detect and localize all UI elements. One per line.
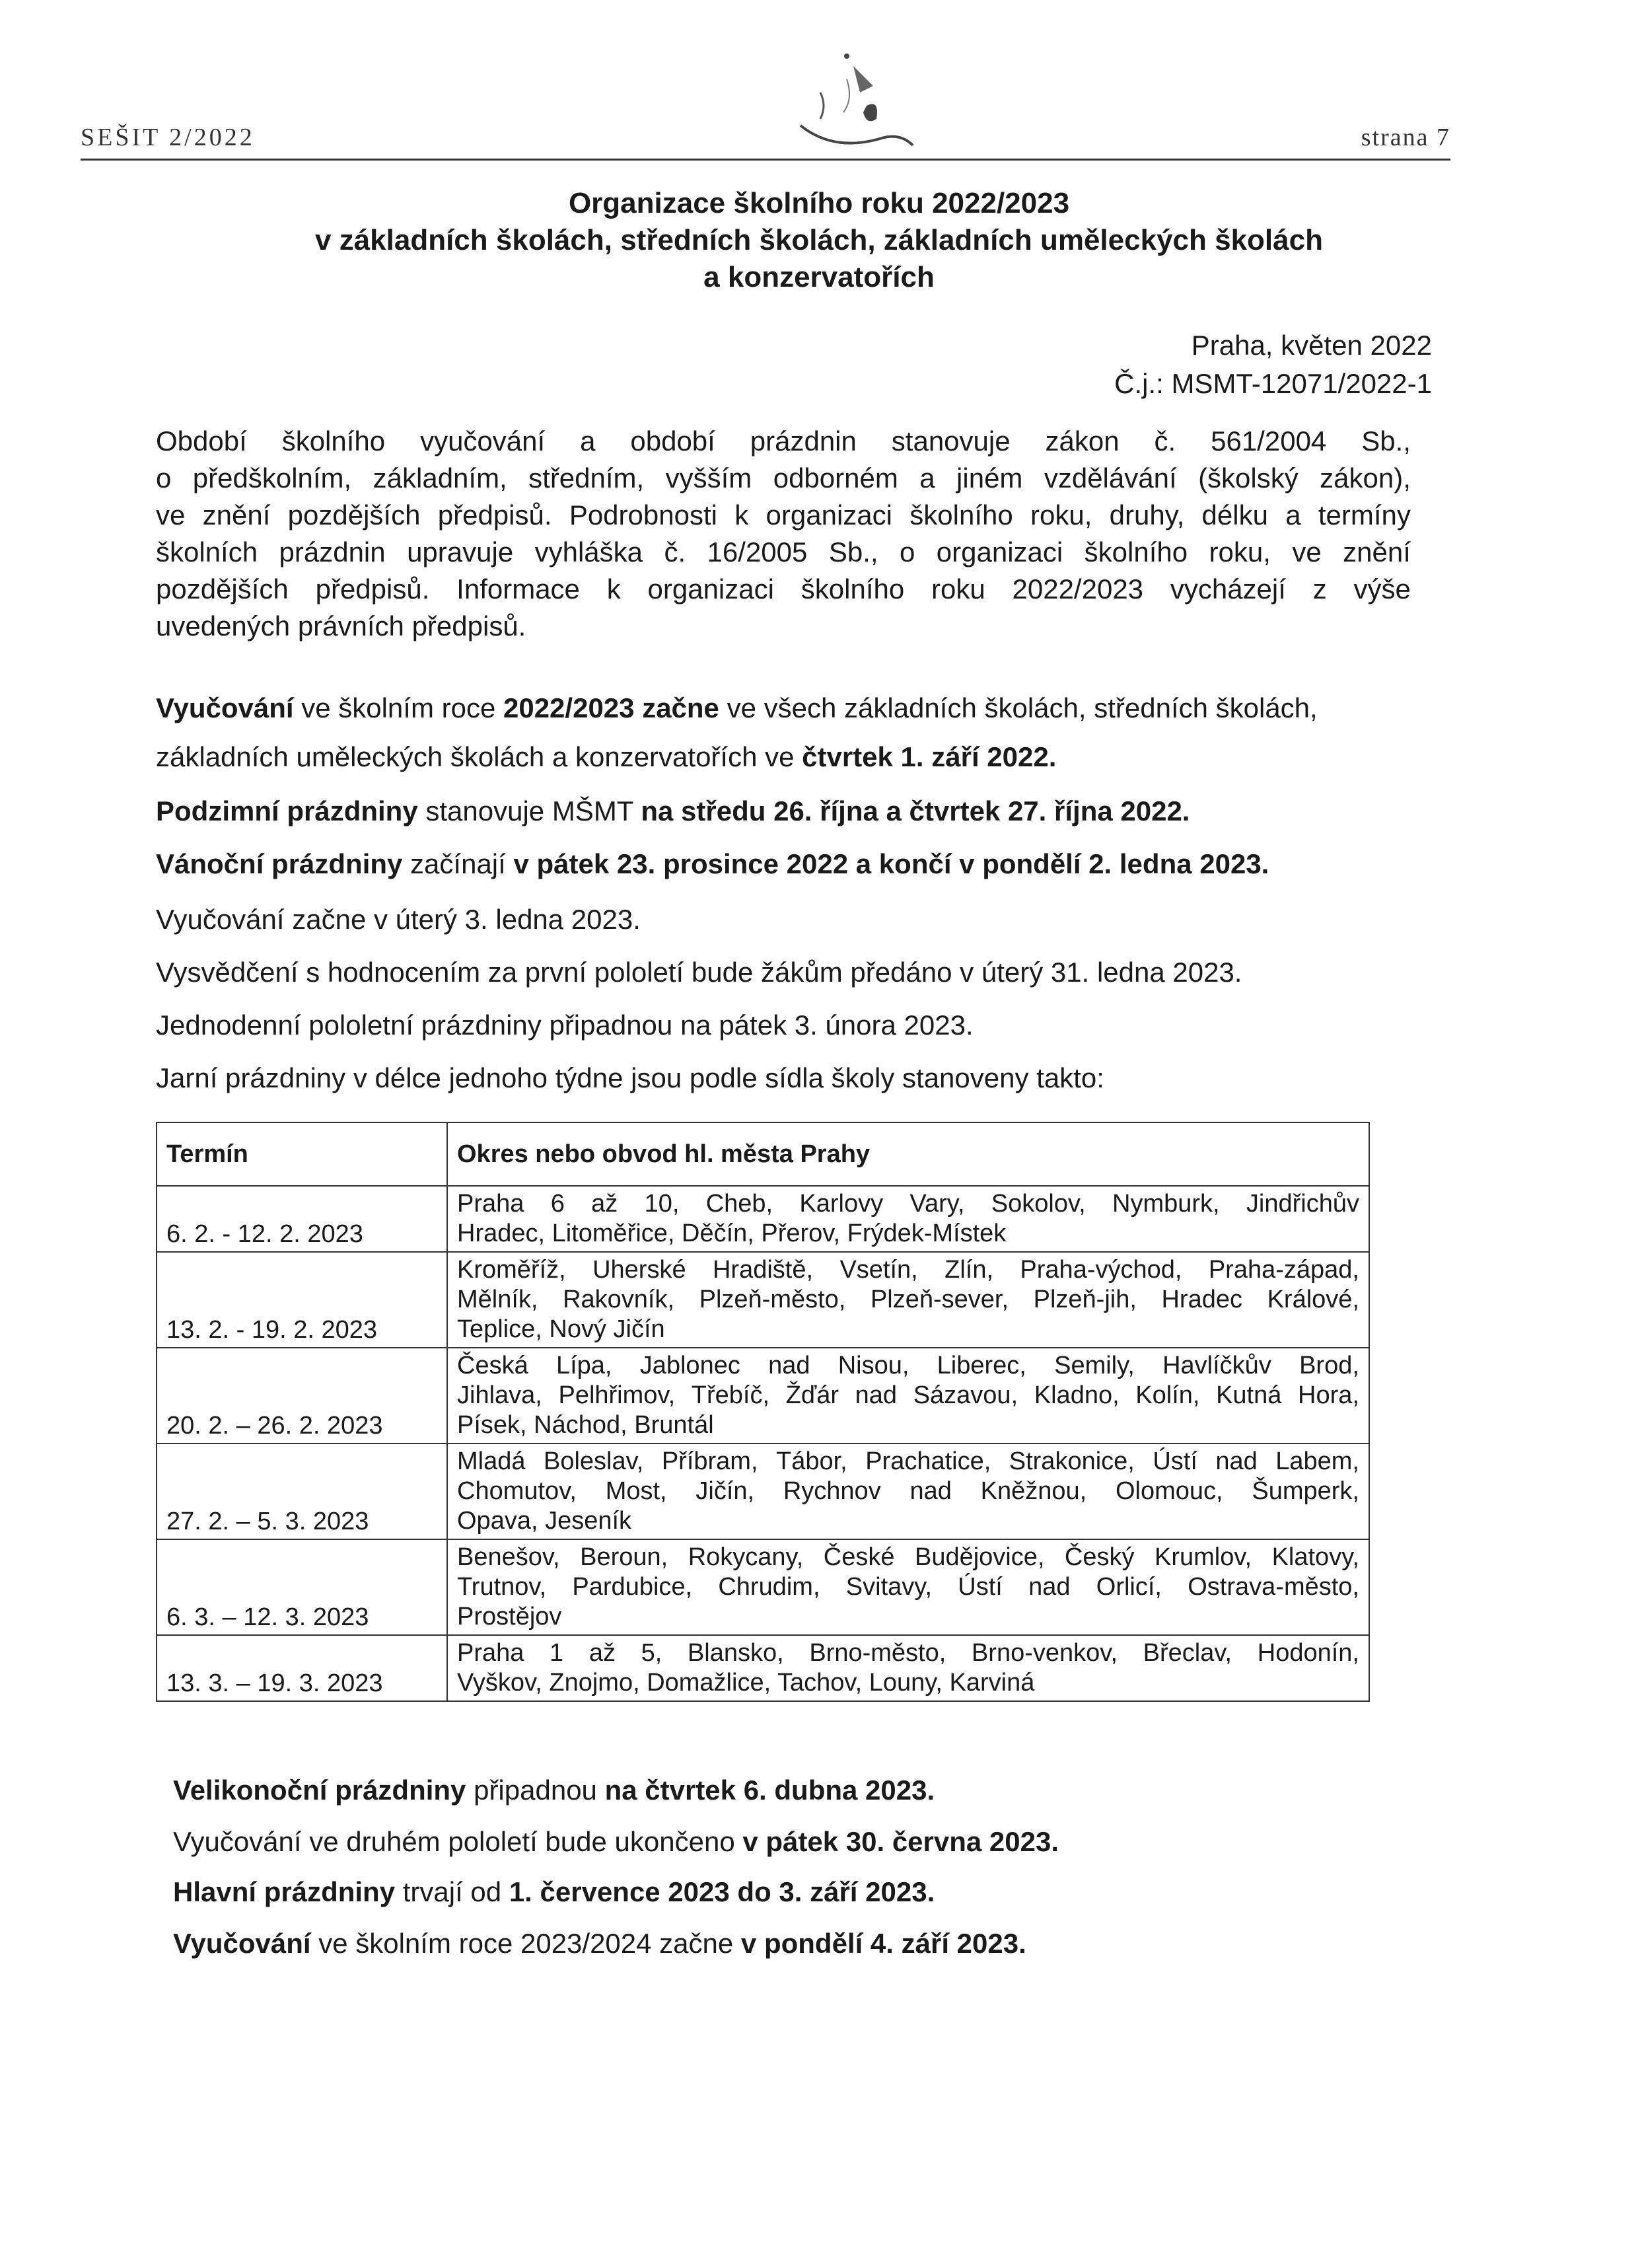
bold-text: čtvrtek 1. září 2022. xyxy=(802,741,1057,772)
term-cell: 27. 2. – 5. 3. 2023 xyxy=(157,1444,447,1539)
word: Příbram, xyxy=(661,1447,758,1475)
word: vzdělávání xyxy=(1044,462,1177,494)
word: organizaci xyxy=(936,536,1063,567)
word: školních xyxy=(156,536,258,567)
word: Krumlov, xyxy=(1154,1543,1252,1571)
term-cell: 20. 2. – 26. 2. 2023 xyxy=(157,1348,447,1444)
word: školního xyxy=(909,499,1013,530)
word: k xyxy=(734,499,749,530)
resume-line: Vyučování začne v úterý 3. ledna 2023. xyxy=(156,904,641,935)
word: Mělník, xyxy=(457,1286,538,1313)
word: Brod, xyxy=(1299,1352,1359,1379)
district-line xyxy=(457,1447,1359,1477)
word: Benešov, xyxy=(457,1543,560,1571)
word: nad xyxy=(909,1477,952,1505)
district-line xyxy=(457,1351,1359,1381)
word: jiném xyxy=(956,462,1023,494)
word: Praha xyxy=(457,1639,524,1667)
word: Jablonec xyxy=(639,1352,740,1379)
word: Boleslav, xyxy=(543,1447,644,1475)
district-line xyxy=(457,1255,1359,1285)
word: Uherské xyxy=(592,1256,686,1284)
word: z xyxy=(1312,573,1327,604)
word: Nisou, xyxy=(837,1352,909,1379)
word: 10, xyxy=(644,1190,680,1218)
word: Ústí xyxy=(958,1573,1003,1601)
word: Chomutov, xyxy=(457,1477,577,1505)
word: Pelhřimov, xyxy=(558,1381,676,1409)
term-cell: 6. 3. – 12. 3. 2023 xyxy=(157,1539,447,1635)
intro-line xyxy=(156,460,1411,497)
word: zákon), xyxy=(1320,462,1411,494)
word: Kolín, xyxy=(1135,1381,1200,1409)
bold-text: Podzimní prázdniny xyxy=(156,795,418,826)
word: odborném xyxy=(773,462,898,494)
district-line xyxy=(457,1572,1359,1602)
word: Kroměříž, xyxy=(457,1256,566,1284)
word: Tábor, xyxy=(775,1447,847,1475)
intro-paragraph xyxy=(156,423,1411,645)
intro-line: uvedených právních předpisů. xyxy=(156,610,526,641)
word: Sb., xyxy=(828,536,878,567)
next-year-start-line xyxy=(173,1928,1026,1959)
seal-icon xyxy=(781,40,926,159)
word: Podrobnosti xyxy=(569,499,717,530)
bold-text: Hlavní prázdniny xyxy=(173,1876,396,1907)
table-row xyxy=(157,1252,1369,1348)
word: Praha xyxy=(457,1190,524,1218)
word: školního xyxy=(801,573,905,604)
word: základním, xyxy=(373,462,507,494)
word: Plzeň-sever, xyxy=(870,1286,1009,1313)
word: až xyxy=(588,1639,616,1667)
word: Karlovy xyxy=(799,1190,884,1218)
word: 16/2005 xyxy=(707,536,808,567)
district-line xyxy=(457,1381,1359,1410)
spring-intro-line: Jarní prázdniny v délce jednoho týdne jsou podle sídla školy stanoveny takto: xyxy=(156,1062,1104,1093)
word: Jindřichův xyxy=(1246,1190,1359,1218)
document-meta xyxy=(1114,326,1432,403)
word: Mladá xyxy=(457,1447,526,1475)
table-body xyxy=(157,1186,1369,1701)
text: připadnou xyxy=(466,1774,605,1806)
word: Cheb, xyxy=(705,1190,773,1218)
word: roku, xyxy=(1030,499,1092,530)
word: Informace xyxy=(456,573,580,604)
word: Blansko, xyxy=(687,1639,784,1667)
district-cell xyxy=(447,1635,1369,1701)
header-district: Okres nebo obvod hl. města Prahy xyxy=(447,1122,1369,1186)
word: pozdějších xyxy=(287,499,421,530)
reference-number: Č.j.: MSMT-12071/2022-1 xyxy=(1114,368,1432,399)
word: znění xyxy=(1343,536,1411,567)
intro-line xyxy=(156,534,1411,571)
spring-holidays-table xyxy=(156,1122,1370,1702)
district-line: Teplice, Nový Jičín xyxy=(457,1315,665,1343)
word: Zlín, xyxy=(944,1256,994,1284)
district-line xyxy=(457,1189,1359,1219)
word: roku, xyxy=(1209,536,1271,567)
word: vycházejí xyxy=(1170,573,1286,604)
summer-holidays-line xyxy=(173,1876,935,1908)
word: o xyxy=(899,536,915,567)
bold-text: v pátek 30. června 2023. xyxy=(742,1826,1059,1857)
word: školního xyxy=(1084,536,1188,567)
easter-holidays-line xyxy=(173,1774,935,1806)
word: Rakovník, xyxy=(563,1286,675,1313)
word: Břeclav, xyxy=(1143,1639,1232,1667)
word: roku xyxy=(931,573,985,604)
word: prázdnin xyxy=(279,536,386,567)
district-line: Písek, Náchod, Bruntál xyxy=(457,1411,714,1439)
word: Plzeň-jih, xyxy=(1033,1286,1137,1313)
district-cell xyxy=(447,1444,1369,1539)
word: zákon xyxy=(1045,425,1120,457)
word: Praha-východ, xyxy=(1020,1256,1182,1284)
word: Svitavy, xyxy=(845,1573,932,1601)
word: nad xyxy=(855,1381,898,1409)
word: Praha-západ, xyxy=(1208,1256,1359,1284)
start-line-2 xyxy=(156,741,1056,773)
district-line xyxy=(457,1285,1359,1315)
word: Jihlava, xyxy=(457,1381,542,1409)
text: ve školním roce 2023/2024 začne xyxy=(310,1928,741,1959)
word: vyučování xyxy=(420,425,546,457)
word: délku xyxy=(1201,499,1268,530)
autumn-holidays-line xyxy=(156,795,1190,827)
text: začínají xyxy=(402,848,514,879)
start-line-1 xyxy=(156,692,1318,724)
word: organizaci xyxy=(647,573,774,604)
text: ve všech základních školách, středních školách, xyxy=(719,692,1318,723)
word: organizaci xyxy=(766,499,892,530)
word: ve xyxy=(1292,536,1322,567)
bold-text: na středu 26. října a čtvrtek 27. října 2022. xyxy=(641,795,1190,826)
place-date: Praha, květen 2022 xyxy=(1191,330,1432,361)
word: Žďár xyxy=(785,1381,839,1409)
word: (školský xyxy=(1198,462,1299,494)
word: znění xyxy=(202,499,271,530)
word: Hodonín, xyxy=(1257,1639,1359,1667)
word: nad xyxy=(1028,1573,1071,1601)
word: České xyxy=(823,1543,895,1571)
district-cell xyxy=(447,1348,1369,1444)
word: Orlicí, xyxy=(1096,1573,1162,1601)
word: Prachatice, xyxy=(865,1447,991,1475)
word: Sb., xyxy=(1361,425,1411,457)
word: Brno-venkov, xyxy=(971,1639,1118,1667)
journal-issue: SEŠIT 2/2022 xyxy=(81,124,255,151)
word: Česká xyxy=(457,1352,528,1379)
word: termíny xyxy=(1318,499,1411,530)
bold-text: Vyučování xyxy=(173,1928,311,1959)
word: Hora, xyxy=(1298,1381,1359,1409)
word: Sázavou, xyxy=(913,1381,1018,1409)
bold-text: na čtvrtek 6. dubna 2023. xyxy=(604,1774,935,1806)
term-cell: 13. 3. – 19. 3. 2023 xyxy=(157,1635,447,1701)
word: výše xyxy=(1353,573,1411,604)
district-cell xyxy=(447,1252,1369,1348)
word: předškolním, xyxy=(192,462,352,494)
word: Králové, xyxy=(1267,1286,1359,1313)
word: ve xyxy=(156,499,186,530)
table-row xyxy=(157,1348,1369,1444)
text: stanovuje MŠMT xyxy=(417,795,641,826)
word: Kněžnou, xyxy=(980,1477,1087,1505)
word: druhy, xyxy=(1109,499,1185,530)
text: ve školním roce xyxy=(293,692,503,723)
intro-line xyxy=(156,571,1411,608)
word: až xyxy=(591,1190,618,1218)
word: Plzeň-město, xyxy=(699,1286,846,1313)
word: Trutnov, xyxy=(457,1573,547,1601)
word: č. xyxy=(664,536,686,567)
word: upravuje xyxy=(407,536,514,567)
term-cell: 13. 2. - 19. 2. 2023 xyxy=(157,1252,447,1348)
running-header xyxy=(81,99,1450,161)
word: o xyxy=(156,462,172,494)
word: 2022/2023 xyxy=(1012,573,1144,604)
word: pozdějších xyxy=(156,573,289,604)
text: základních uměleckých školách a konzervatořích ve xyxy=(156,741,802,772)
word: Pardubice, xyxy=(572,1573,693,1601)
district-line: Opava, Jeseník xyxy=(457,1507,632,1535)
word: Beroun, xyxy=(580,1543,668,1571)
word: předpisů. xyxy=(437,499,552,530)
word: a xyxy=(580,425,596,457)
district-cell xyxy=(447,1539,1369,1635)
word: Kutná xyxy=(1216,1381,1282,1409)
word: Havlíčkův xyxy=(1162,1352,1271,1379)
word: Šumperk, xyxy=(1252,1477,1359,1505)
word: Most, xyxy=(605,1477,667,1505)
intro-line xyxy=(156,423,1411,460)
word: předpisů. xyxy=(315,573,430,604)
word: Klatovy, xyxy=(1271,1543,1359,1571)
word: Nymburk, xyxy=(1112,1190,1220,1218)
word: školního xyxy=(281,425,386,457)
document-title xyxy=(0,185,1638,296)
table-row xyxy=(157,1539,1369,1635)
word: Rokycany, xyxy=(688,1543,804,1571)
district-line: Vyškov, Znojmo, Domažlice, Tachov, Louny, Karviná xyxy=(457,1669,1035,1697)
word: Ostrava-město, xyxy=(1188,1573,1359,1601)
second-term-end-line xyxy=(173,1826,1059,1858)
word: Jičín, xyxy=(695,1477,755,1505)
report-line: Vysvědčení s hodnocením za první pololetí bude žákům předáno v úterý 31. ledna 2023. xyxy=(156,957,1242,988)
word: 561/2004 xyxy=(1211,425,1327,457)
word: č. xyxy=(1154,425,1176,457)
word: a xyxy=(919,462,935,494)
word: stanovuje xyxy=(891,425,1011,457)
word: Lípa, xyxy=(555,1352,612,1379)
district-line xyxy=(457,1477,1359,1506)
word: Labem, xyxy=(1275,1447,1359,1475)
word: Olomouc, xyxy=(1115,1477,1223,1505)
word: Rychnov xyxy=(783,1477,881,1505)
word: 5, xyxy=(641,1639,662,1667)
bold-text: Vyučování xyxy=(156,692,294,723)
intro-line xyxy=(156,497,1411,534)
word: Strakonice, xyxy=(1009,1447,1135,1475)
text: trvají od xyxy=(395,1876,509,1907)
title-line-3: a konzervatořích xyxy=(703,261,935,293)
word: Český xyxy=(1064,1543,1135,1571)
word: 1 xyxy=(550,1639,564,1667)
bold-text: 1. července 2023 do 3. září 2023. xyxy=(509,1876,935,1907)
word: Ústí xyxy=(1153,1447,1197,1475)
district-line: Prostějov xyxy=(457,1603,562,1630)
word: období xyxy=(630,425,715,457)
word: Období xyxy=(156,425,247,457)
title-line-1: Organizace školního roku 2022/2023 xyxy=(568,187,1070,219)
word: prázdnin xyxy=(750,425,857,457)
word: Třebíč, xyxy=(691,1381,770,1409)
bold-text: v pondělí 4. září 2023. xyxy=(740,1928,1026,1959)
table-row xyxy=(157,1635,1369,1701)
word: a xyxy=(1285,499,1301,530)
christmas-holidays-line xyxy=(156,848,1269,880)
word: nad xyxy=(1215,1447,1258,1475)
bold-text: Velikonoční prázdniny xyxy=(173,1774,466,1806)
word: Semily, xyxy=(1054,1352,1135,1379)
district-cell xyxy=(447,1186,1369,1252)
word: Brno-město, xyxy=(809,1639,946,1667)
word: 6 xyxy=(550,1190,565,1218)
district-line: Hradec, Litoměřice, Děčín, Přerov, Frýdek-Místek xyxy=(457,1220,1007,1247)
title-line-2: v základních školách, středních školách, základních uměleckých školách xyxy=(315,224,1323,256)
bold-text: 2022/2023 začne xyxy=(503,692,719,723)
halfyear-line: Jednodenní pololetní prázdniny připadnou na pátek 3. února 2023. xyxy=(156,1009,974,1041)
word: k xyxy=(606,573,621,604)
word: Sokolov, xyxy=(991,1190,1086,1218)
header-term: Termín xyxy=(157,1122,447,1186)
word: vyšším xyxy=(665,462,752,494)
word: nad xyxy=(768,1352,810,1379)
word: Vsetín, xyxy=(839,1256,918,1284)
word: Hradec xyxy=(1161,1286,1242,1313)
word: Hradiště, xyxy=(712,1256,814,1284)
bold-text: v pátek 23. prosince 2022 a končí v pondělí 2. ledna 2023. xyxy=(513,848,1269,879)
text: Vyučování ve druhém pololetí bude ukončeno xyxy=(173,1826,743,1857)
district-line xyxy=(457,1543,1359,1572)
table-row xyxy=(157,1444,1369,1539)
term-cell: 6. 2. - 12. 2. 2023 xyxy=(157,1186,447,1252)
word: Vary, xyxy=(909,1190,965,1218)
page-number: strana 7 xyxy=(1361,124,1450,151)
district-line xyxy=(457,1638,1359,1668)
word: středním, xyxy=(528,462,645,494)
word: Kladno, xyxy=(1034,1381,1120,1409)
word: Chrudim, xyxy=(718,1573,820,1601)
word: Budějovice, xyxy=(914,1543,1045,1571)
table-header-row xyxy=(157,1122,1369,1186)
table-row xyxy=(157,1186,1369,1252)
word: vyhláška xyxy=(534,536,643,567)
word: Liberec, xyxy=(937,1352,1026,1379)
bold-text: Vánoční prázdniny xyxy=(156,848,403,879)
